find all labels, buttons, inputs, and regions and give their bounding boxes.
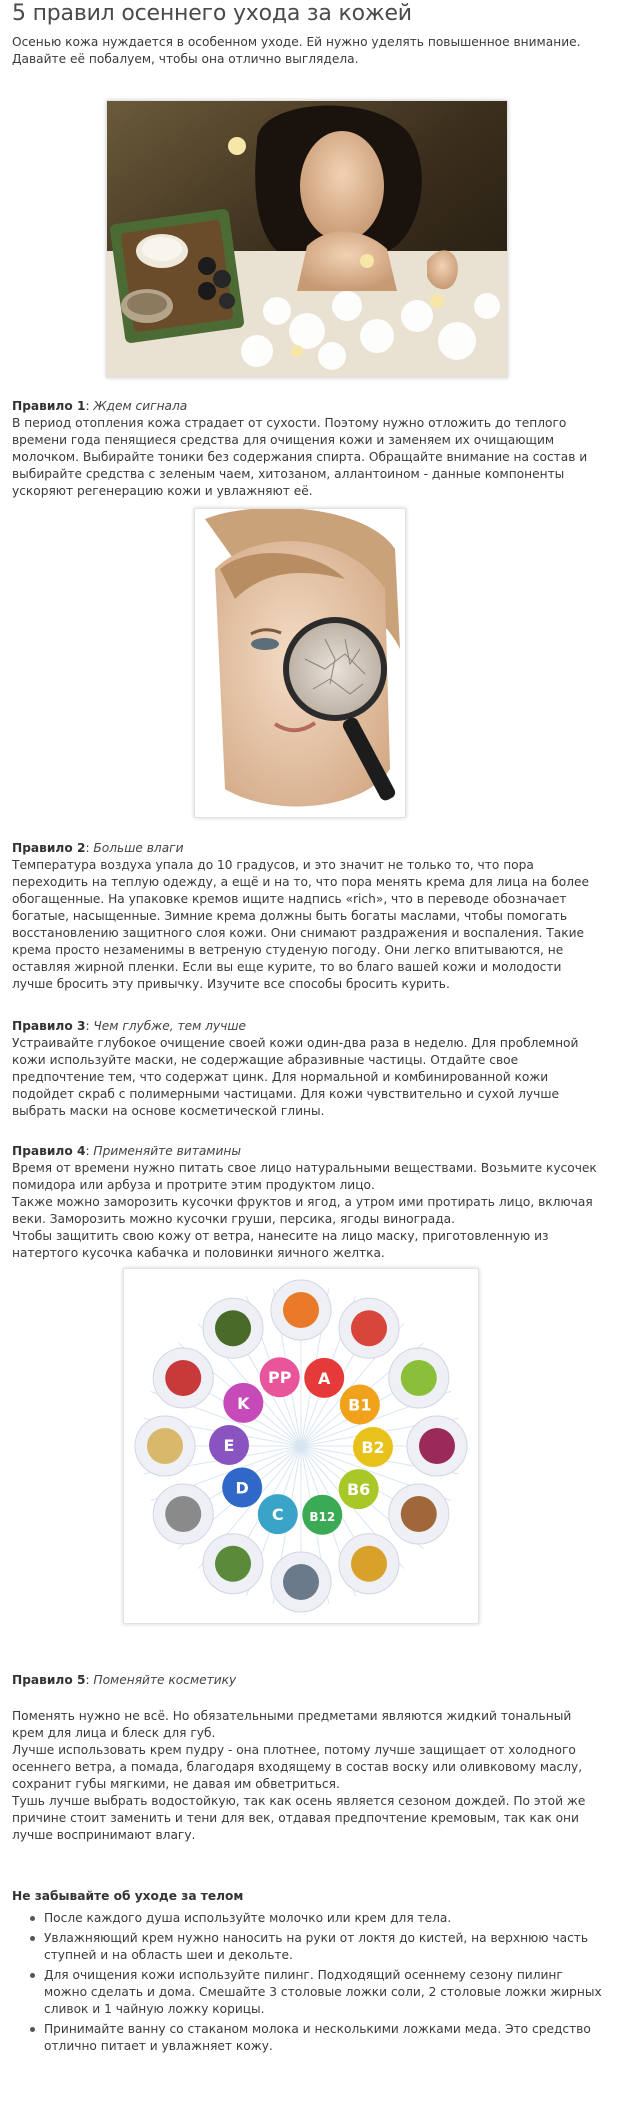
- vitamin-ball: [258, 1494, 298, 1534]
- food-plate: [271, 1552, 331, 1612]
- rule-5: Правило 5: Поменяйте косметику: [12, 1673, 237, 1687]
- food-plate: [339, 1534, 399, 1594]
- rule-1: Правило 1: Ждем сигнала: [12, 399, 188, 413]
- vitamin-label: K: [237, 1393, 250, 1413]
- food-icon: [215, 1546, 251, 1582]
- vitamin-ball: [339, 1469, 379, 1509]
- skin-magnifier-image: [195, 509, 405, 817]
- rule-4: Правило 4: Применяйте витамины: [12, 1144, 242, 1158]
- list-item: Увлажняющий крем нужно наносить на руки от локтя до кистей, на верхнюю часть ступней и на область шеи и декольте.: [44, 1930, 604, 1964]
- rule-5-name: Поменяйте косметику: [93, 1673, 237, 1687]
- vitamin-label: B12: [309, 1509, 336, 1524]
- rule-5-paragraph: Поменять нужно не всё. Но обязательными предметами являются жидкий тональный крем для лица и блеск для губ.: [12, 1709, 572, 1740]
- vitamin-ball: [340, 1385, 380, 1425]
- rule-1-label: Правило 1: [12, 399, 86, 413]
- skin-magnifier-photo: [194, 508, 406, 818]
- rule-4-paragraph: Чтобы защитить свою кожу от ветра, нанесите на лицо маску, приготовленную из натертого кусочка кабачка и половинки яичного желтка.: [12, 1229, 549, 1260]
- body-care-heading: Не забывайте об уходе за телом: [12, 1889, 244, 1903]
- vitamin-ball: [353, 1427, 393, 1467]
- food-icon: [351, 1310, 387, 1346]
- rule-4-text: [12, 1160, 602, 1262]
- vitamins-wheel-photo: [123, 1268, 479, 1624]
- rule-1-text: В период отопления кожа страдает от сухости. Поэтому нужно отложить до теплого времени года пенящиеся средства для очищения кожи и заменяем их очищающим молочком. Выбирайте тоники без содержания спирта. Обращайте внимание на состав и выбирайте средства с зеленым чаем, хитозаном, аллантоином - данные компоненты ускоряют регенерацию кожи и увлажняют её.: [12, 416, 588, 498]
- list-item: Для очищения кожи используйте пилинг. Подходящий осеннему сезону пилинг можно сделать и дома. Смешайте 3 столовые ложки соли, 2 столовые ложки жирных сливок и 1 чайную ложку корицы.: [44, 1967, 604, 2018]
- list-item: Принимайте ванну со стаканом молока и несколькими ложками меда. Это средство отлично питает и увлажняет кожу.: [44, 2021, 604, 2055]
- rule-4-name: Применяйте витамины: [93, 1144, 242, 1158]
- rule-5-label: Правило 5: [12, 1673, 86, 1687]
- vitamin-label: E: [223, 1435, 235, 1455]
- food-icon: [165, 1496, 201, 1532]
- vitamin-ball: [304, 1358, 344, 1398]
- food-plate: [153, 1484, 213, 1544]
- rule-3-label: Правило 3: [12, 1019, 86, 1033]
- rule-3: Правило 3: Чем глубже, тем лучше: [12, 1019, 247, 1033]
- vitamin-ball: [260, 1357, 300, 1397]
- rule-2-label: Правило 2: [12, 841, 86, 855]
- food-icon: [401, 1360, 437, 1396]
- rule-4-label: Правило 4: [12, 1144, 86, 1158]
- food-icon: [283, 1292, 319, 1328]
- vitamin-label: B6: [346, 1480, 371, 1500]
- rule-2-text: Температура воздуха упала до 10 градусов, и это значит не только то, что пора переходить на теплую одежду, а ещё и на то, что пора менять крема для лица на более обогащенные. На упаковке кремов ищите надпись «rich», что в переводе обозначает богатые, насыщенные. Зимние крема должны быть богаты маслами, чтобы помогать восстановлению защитного слоя кожи. Они снимают раздражения и воспаления. Такие крема просто незаменимы в ветреную студеную погоду. Они легко впитываются, не оставляя жирной пленки. Если вы еще курите, то во благо вашей кожи и молодости лучше бросить эту привычку. Изучите все способы бросить курить.: [12, 858, 589, 991]
- vitamin-ball: [222, 1467, 262, 1507]
- vitamin-label: A: [318, 1368, 331, 1388]
- food-plate: [389, 1484, 449, 1544]
- food-plate: [407, 1416, 467, 1476]
- body-care-list: [10, 1910, 604, 2058]
- food-icon: [351, 1546, 387, 1582]
- food-icon: [165, 1360, 201, 1396]
- vitamin-ball: [223, 1383, 263, 1423]
- rule-4-paragraph: Время от времени нужно питать свое лицо натуральными веществами. Возьмите кусочек помидора или арбуза и протрите этим продуктом лицо.: [12, 1161, 597, 1192]
- rule-2: Правило 2: Больше влаги: [12, 841, 184, 855]
- rule-2-name: Больше влаги: [93, 841, 184, 855]
- vitamin-label: B1: [348, 1395, 372, 1415]
- vitamin-label: PP: [267, 1368, 292, 1388]
- article-title: 5 правил осеннего ухода за кожей: [12, 1, 412, 26]
- food-plate: [271, 1280, 331, 1340]
- vitamin-label: D: [235, 1478, 249, 1498]
- vitamin-ball: [302, 1495, 342, 1535]
- food-plate: [203, 1298, 263, 1358]
- food-icon: [283, 1564, 319, 1600]
- food-icon: [147, 1428, 183, 1464]
- vitamin-label: B2: [361, 1438, 385, 1458]
- spa-bath-image: [107, 101, 507, 377]
- rule-3-text: Устраивайте глубокое очищение своей кожи один-два раза в неделю. Для проблемной кожи используйте маски, не содержащие абразивные частицы. Отдайте свое предпочтение тем, что содержат цинк. Для нормальной и комбинированной кожи подойдет скраб с полимерными частицами. Для кожи чувствительно и сухой лучше выбрать маски на основе косметической глины.: [12, 1036, 579, 1118]
- rule-5-paragraph: Лучше использовать крем пудру - она плотнее, потому лучше защищает от холодного осеннего ветра, а помада, благодаря входящему в состав воску или оливковому маслу, сохранит губы мягкими, не давая им обветриться.: [12, 1743, 583, 1791]
- vitamin-ball: [209, 1425, 249, 1465]
- food-icon: [401, 1496, 437, 1532]
- food-plate: [203, 1534, 263, 1594]
- food-icon: [419, 1428, 455, 1464]
- rule-5-paragraph: Тушь лучше выбрать водостойкую, так как осень является сезоном дождей. По этой же причине стоит заменить и тени для век, отдавая предпочтение кремовым, так как они лучше воспринимают влагу.: [12, 1794, 586, 1842]
- vitamins-wheel-image: [124, 1269, 478, 1623]
- rule-4-paragraph: Также можно заморозить кусочки фруктов и ягод, а утром ими протирать лицо, включая веки. Заморозить можно кусочки груши, персика, ягоды винограда.: [12, 1195, 593, 1226]
- food-plate: [135, 1416, 195, 1476]
- food-plate: [389, 1348, 449, 1408]
- food-plate: [339, 1298, 399, 1358]
- rule-5-text: [12, 1708, 602, 1844]
- vitamin-label: C: [271, 1505, 284, 1525]
- intro-text: Осенью кожа нуждается в особенном уходе. Ей нужно уделять повышенное внимание. Давайте её побалуем, чтобы она отлично выглядела.: [12, 35, 581, 66]
- spa-bath-photo: [106, 100, 508, 378]
- rule-3-name: Чем глубже, тем лучше: [93, 1019, 247, 1033]
- food-plate: [153, 1348, 213, 1408]
- food-icon: [215, 1310, 251, 1346]
- rule-1-name: Ждем сигнала: [93, 399, 188, 413]
- list-item: После каждого душа используйте молочко или крем для тела.: [44, 1910, 604, 1927]
